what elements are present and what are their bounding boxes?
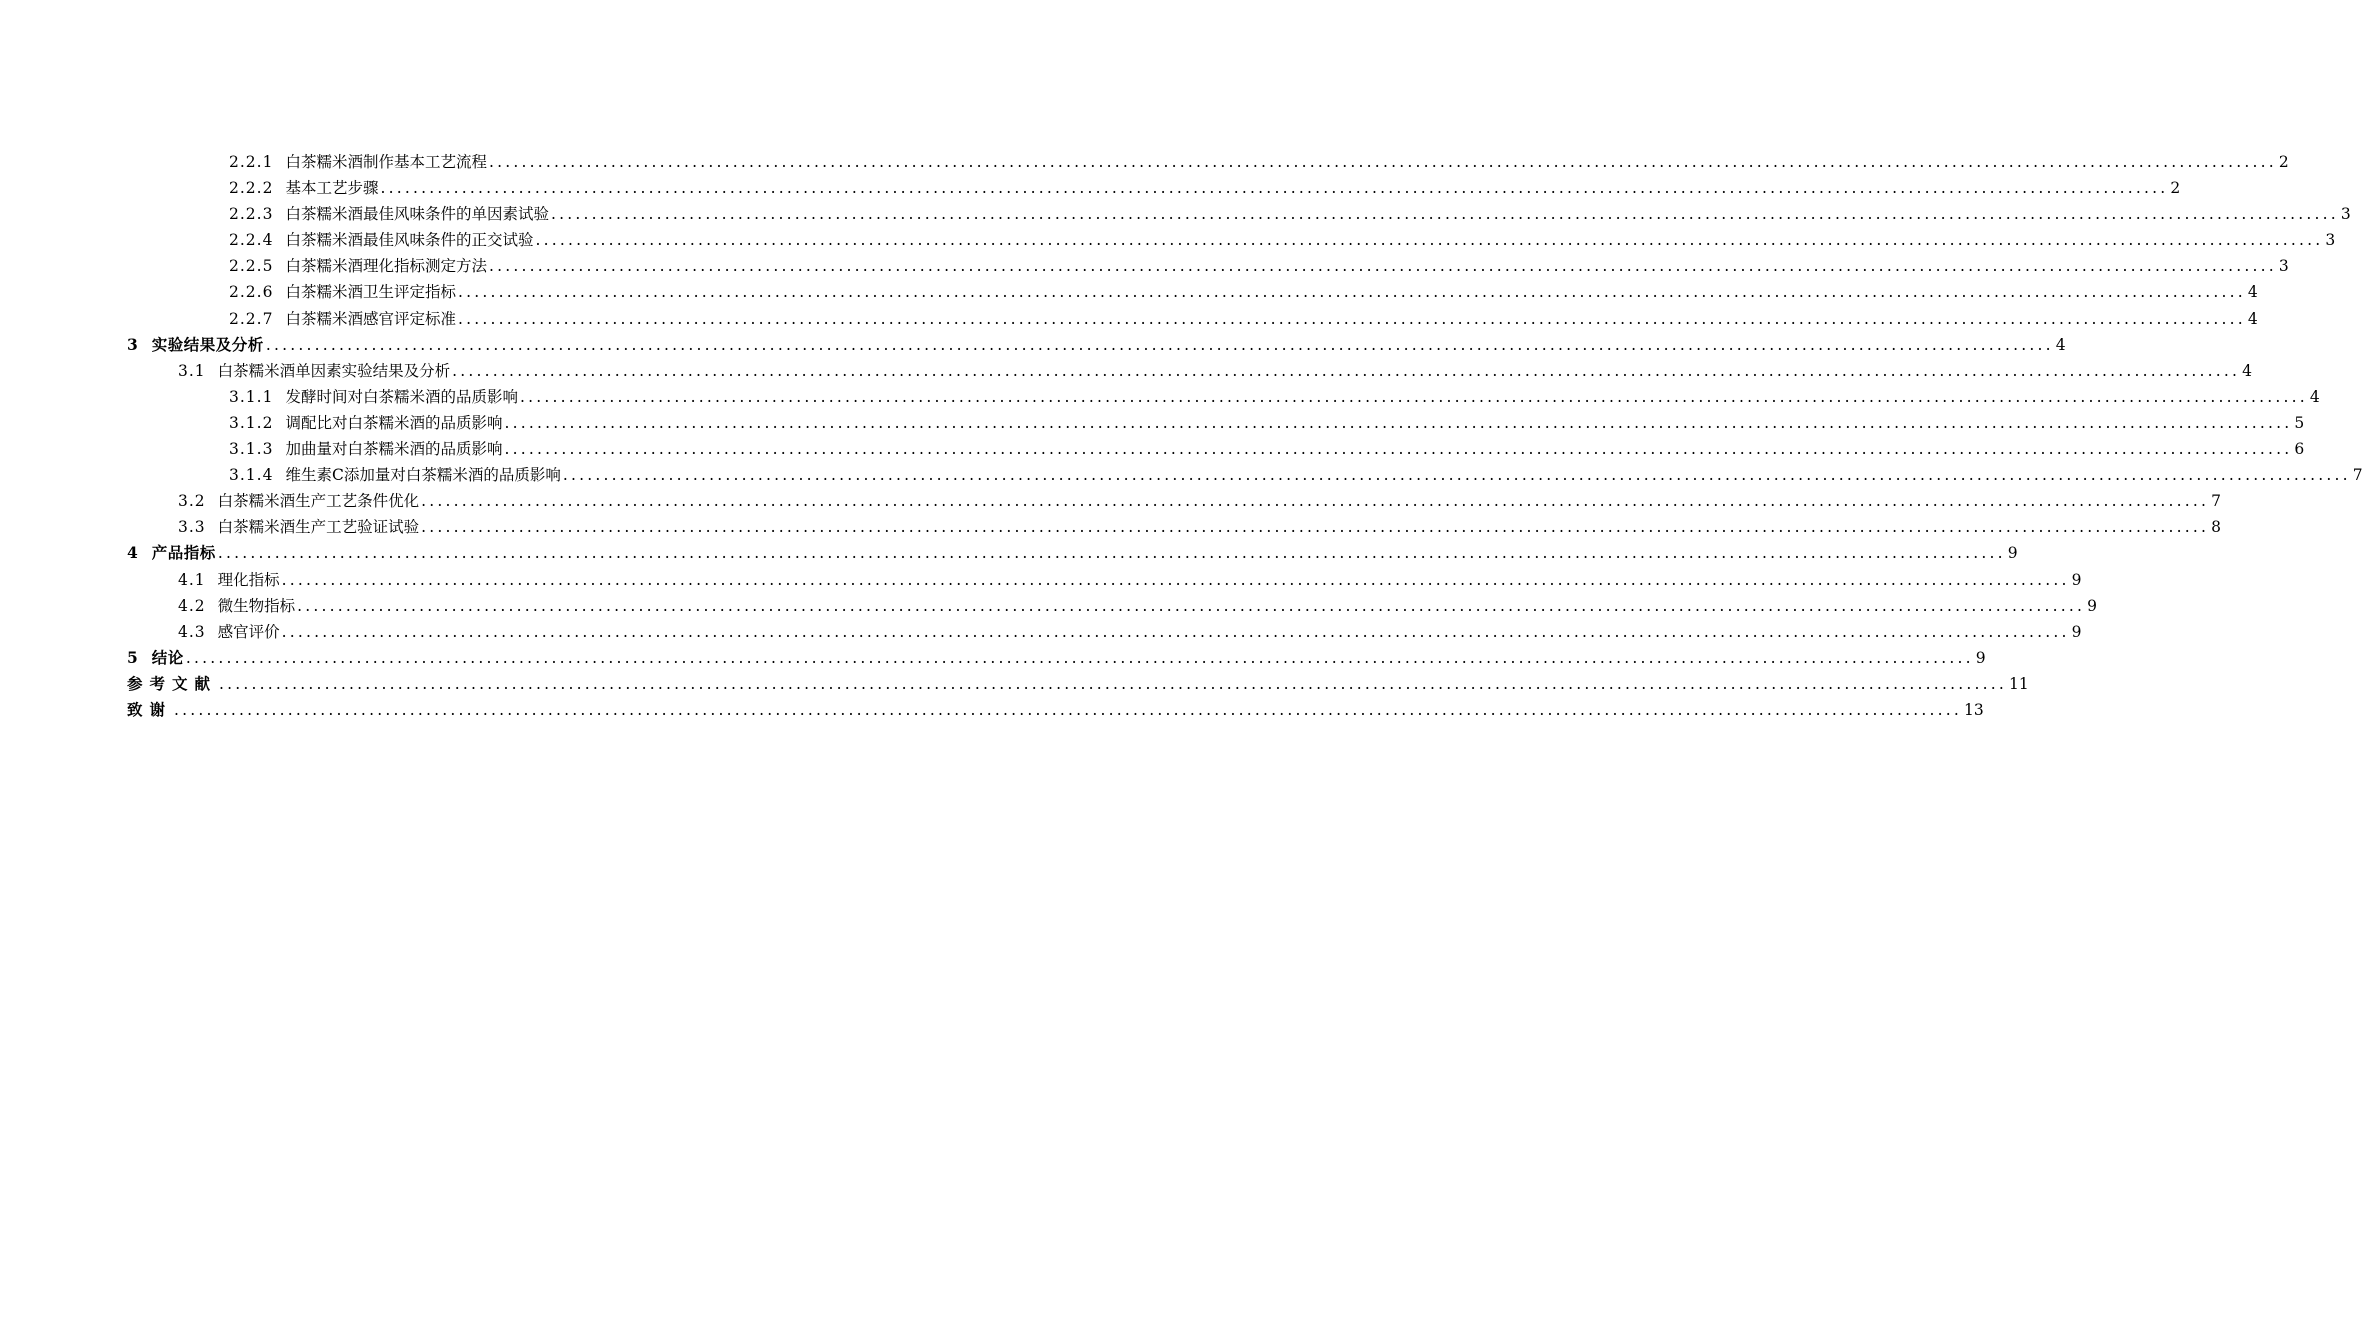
toc-entry[interactable]	[0, 175, 2181, 201]
toc-entry-title: 结论	[151, 647, 184, 667]
toc-entry-title: 维生素C添加量对白茶糯米酒的品质影响	[285, 466, 561, 485]
toc-entry-page: 3	[2325, 231, 2336, 250]
toc-entry-page: 3	[2278, 257, 2289, 276]
toc-entry-page: 7	[2211, 492, 2221, 511]
toc-entry-page: 4	[2247, 283, 2258, 302]
toc-dot-leader: ............................................................................................................................................................................................................................	[421, 492, 2210, 511]
toc-entry-number: 3.1.3	[229, 440, 274, 459]
toc-dot-leader: ............................................................................................................................................................................................................................	[504, 440, 2293, 459]
toc-entry-page: 9	[2071, 622, 2082, 641]
toc-entry-number: 3.1.4	[229, 466, 274, 485]
toc-dot-leader: ............................................................................................................................................................................................................................	[535, 231, 2324, 250]
toc-entry-page: 4	[2309, 387, 2320, 406]
toc-entry-page: 9	[2071, 570, 2082, 589]
toc-dot-leader: ............................................................................................................................................................................................................................	[519, 387, 2308, 406]
toc-entry[interactable]	[0, 567, 2082, 593]
toc-entry-title: 白茶糯米酒最佳风味条件的正交试验	[285, 231, 534, 250]
toc-entry-title: 白茶糯米酒生产工艺验证试验	[217, 518, 420, 537]
toc-entry[interactable]	[0, 279, 2258, 305]
toc-entry-number: 2.2.6	[229, 283, 274, 302]
toc-entry-title: 致谢	[127, 699, 173, 719]
toc-entry[interactable]	[0, 358, 2252, 384]
toc-entry[interactable]	[0, 332, 2066, 358]
toc-entry-title: 调配比对白茶糯米酒的品质影响	[285, 413, 503, 432]
toc-entry-title: 白茶糯米酒单因素实验结果及分析	[217, 361, 451, 380]
toc-entry[interactable]	[0, 253, 2289, 279]
toc-entry[interactable]	[0, 462, 2363, 488]
toc-dot-leader: ............................................................................................................................................................................................................................	[421, 518, 2210, 537]
toc-entry-title: 白茶糯米酒卫生评定指标	[285, 283, 456, 302]
toc-entry-page: 4	[2055, 335, 2066, 354]
toc-entry[interactable]	[0, 593, 2097, 619]
toc-dot-leader: ............................................................................................................................................................................................................................	[219, 674, 2007, 693]
toc-entry-number: 2.2.7	[229, 309, 274, 328]
toc-dot-leader: ............................................................................................................................................................................................................................	[488, 257, 2277, 276]
toc-entry-number: 2.2.4	[229, 231, 274, 250]
toc-entry-title: 白茶糯米酒理化指标测定方法	[285, 257, 487, 276]
toc-dot-leader: ............................................................................................................................................................................................................................	[504, 413, 2293, 432]
toc-dot-leader: ............................................................................................................................................................................................................................	[185, 648, 1974, 667]
toc-entry-page: 9	[2087, 596, 2097, 615]
toc-entry-page: 3	[2340, 205, 2351, 224]
toc-entry[interactable]	[0, 384, 2320, 410]
toc-entry[interactable]	[0, 306, 2258, 332]
toc-entry-number: 3	[127, 334, 138, 354]
toc-entry[interactable]	[0, 410, 2305, 436]
toc-entry-page: 5	[2294, 413, 2305, 432]
toc-entry-page: 7	[2352, 466, 2363, 485]
toc-entry[interactable]	[0, 514, 2221, 540]
toc-entry-number: 4	[127, 543, 138, 563]
toc-entry-title: 参考文献	[127, 673, 218, 693]
toc-dot-leader: ............................................................................................................................................................................................................................	[457, 309, 2246, 328]
toc-dot-leader: ............................................................................................................................................................................................................................	[550, 205, 2339, 224]
toc-entry-number: 3.1.1	[229, 387, 274, 406]
toc-entry-number: 3.1	[178, 361, 206, 380]
toc-entry[interactable]	[0, 540, 2018, 566]
toc-entry-number: 2.2.2	[229, 179, 274, 198]
toc-entry-page: 13	[1963, 700, 1984, 719]
toc-entry[interactable]	[0, 619, 2082, 645]
toc-entry-number: 5	[127, 647, 138, 667]
toc-dot-leader: ............................................................................................................................................................................................................................	[488, 153, 2277, 171]
toc-entry-title: 实验结果及分析	[151, 334, 264, 354]
toc-entry[interactable]	[0, 671, 2029, 697]
toc-entry-number: 2.2.5	[229, 257, 274, 276]
toc-entry-page: 2	[2170, 179, 2181, 198]
toc-dot-leader: ............................................................................................................................................................................................................................	[452, 361, 2241, 380]
toc-entry-title: 理化指标	[217, 570, 280, 589]
toc-dot-leader: ............................................................................................................................................................................................................................	[281, 570, 2070, 589]
toc-entry-title: 白茶糯米酒最佳风味条件的单因素试验	[285, 205, 549, 224]
toc-entry-title: 白茶糯米酒制作基本工艺流程	[285, 153, 487, 171]
toc-entry-number: 4.3	[178, 622, 206, 641]
toc-entry-page: 6	[2294, 440, 2305, 459]
toc-entry-number: 4.2	[178, 596, 206, 615]
toc-entry-page: 4	[2247, 309, 2258, 328]
toc-entry-title: 白茶糯米酒生产工艺条件优化	[217, 492, 420, 511]
toc-entry-page: 2	[2278, 153, 2289, 171]
toc-entry-page: 9	[1975, 648, 1986, 667]
toc-entry-number: 2.2.3	[229, 205, 274, 224]
toc-entry-title: 发酵时间对白茶糯米酒的品质影响	[285, 387, 518, 406]
toc-entry[interactable]	[0, 645, 1986, 671]
toc-dot-leader: ............................................................................................................................................................................................................................	[281, 622, 2070, 641]
toc-dot-leader: ............................................................................................................................................................................................................................	[380, 179, 2169, 198]
toc-entry[interactable]	[0, 488, 2221, 514]
toc-dot-leader: ............................................................................................................................................................................................................................	[562, 466, 2351, 485]
toc-entry-page: 4	[2242, 361, 2252, 380]
toc-entry-number: 2.2.1	[229, 153, 274, 171]
toc-entry[interactable]	[0, 436, 2305, 462]
toc-entry-page: 8	[2211, 518, 2221, 537]
toc-entry-number: 4.1	[178, 570, 206, 589]
toc-dot-leader: ............................................................................................................................................................................................................................	[265, 335, 2054, 354]
toc-entry-page: 11	[2008, 674, 2029, 693]
toc-entry-title: 加曲量对白茶糯米酒的品质影响	[285, 440, 503, 459]
toc-entry-title: 白茶糯米酒感官评定标准	[285, 309, 456, 328]
toc-entry-number: 3.3	[178, 518, 206, 537]
toc-dot-leader: ............................................................................................................................................................................................................................	[174, 700, 1962, 719]
toc-entry[interactable]	[0, 227, 2336, 253]
toc-entry-title: 微生物指标	[217, 596, 296, 615]
toc-entry-page: 9	[2007, 544, 2018, 563]
toc-entry-number: 3.2	[178, 492, 206, 511]
toc-dot-leader: ............................................................................................................................................................................................................................	[217, 544, 2006, 563]
toc-entry[interactable]	[0, 697, 1984, 723]
toc-entry[interactable]	[0, 201, 2351, 227]
toc-entry[interactable]	[0, 149, 2289, 175]
toc-entry-number: 3.1.2	[229, 413, 274, 432]
table-of-contents	[0, 149, 2363, 723]
toc-entry-title: 产品指标	[151, 543, 216, 563]
toc-dot-leader: ............................................................................................................................................................................................................................	[457, 283, 2246, 302]
toc-entry-title: 感官评价	[217, 622, 280, 641]
toc-dot-leader: ............................................................................................................................................................................................................................	[297, 596, 2086, 615]
toc-entry-title: 基本工艺步骤	[285, 179, 379, 198]
